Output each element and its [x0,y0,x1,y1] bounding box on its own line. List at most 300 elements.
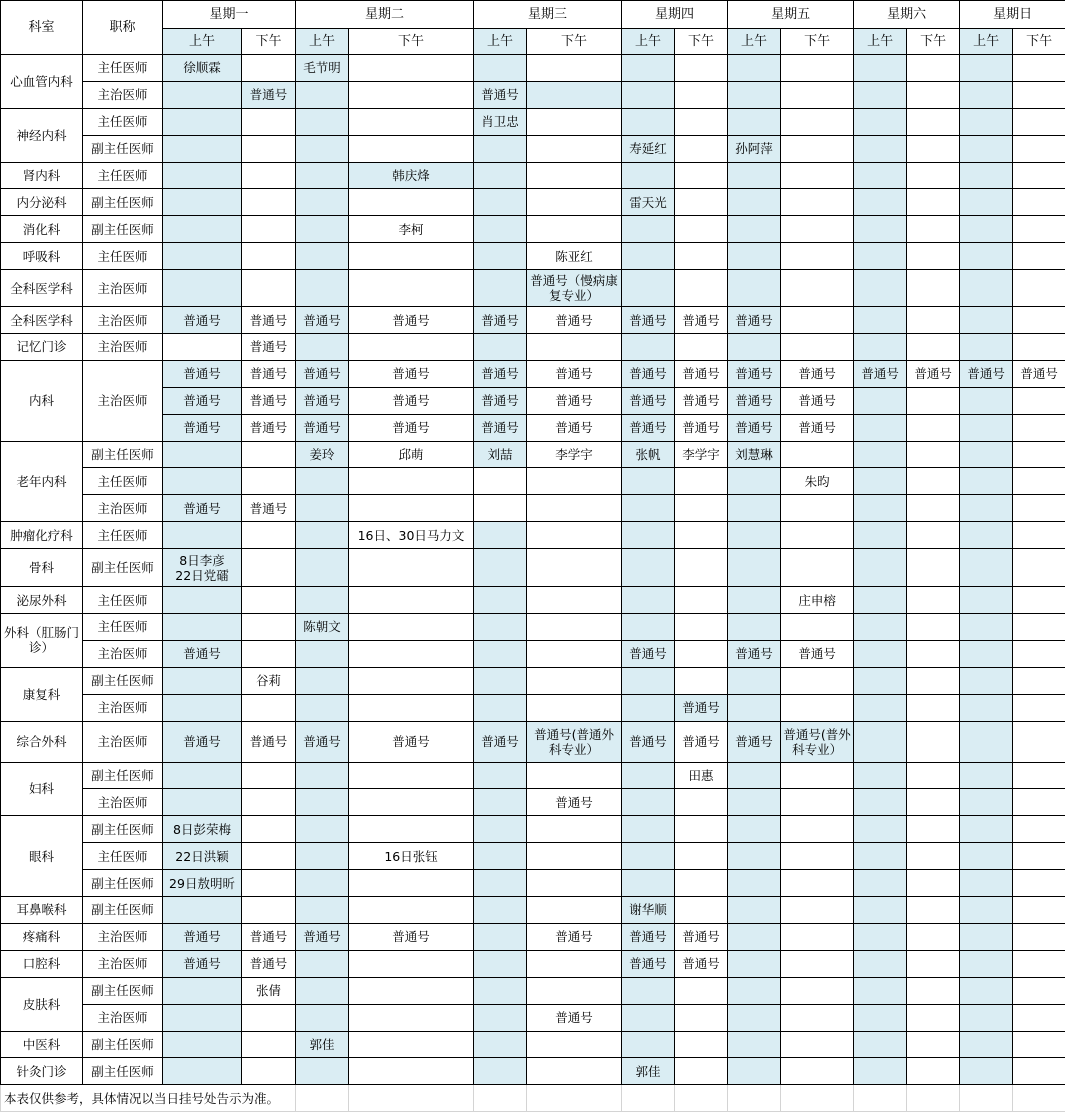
schedule-cell-empty [474,189,527,216]
schedule-cell-empty [242,135,296,162]
schedule-cell: 普通号 [1013,360,1065,387]
schedule-cell-empty [960,307,1013,334]
department-name: 全科医学科 [1,270,83,307]
footer-empty-cell [474,1085,527,1112]
schedule-cell: 普通号 [854,360,907,387]
schedule-row [1,307,1065,334]
schedule-cell-empty [474,977,527,1004]
schedule-cell-empty [1013,816,1065,843]
schedule-cell-empty [854,162,907,189]
schedule-cell: 普通号 [622,923,675,950]
schedule-cell-empty [622,870,675,897]
schedule-cell: 普通号 [622,387,675,414]
schedule-row [1,216,1065,243]
schedule-cell-empty [242,162,296,189]
doctor-title: 副主任医师 [83,189,163,216]
schedule-cell: 普通号 [907,360,960,387]
schedule-row [1,270,1065,307]
schedule-cell-empty [349,243,474,270]
schedule-cell-empty [781,81,854,108]
schedule-cell-empty [527,334,622,361]
schedule-cell-empty [854,897,907,924]
schedule-cell-empty [163,614,242,641]
schedule-cell: 普通号 [474,721,527,762]
schedule-cell-empty [728,762,781,789]
schedule-cell: 普通号 [242,495,296,522]
schedule-cell-empty [960,522,1013,549]
schedule-cell-empty [349,55,474,82]
schedule-cell-empty [1013,441,1065,468]
schedule-cell-empty [907,135,960,162]
department-name: 消化科 [1,216,83,243]
schedule-cell: 普通号 [960,360,1013,387]
schedule-cell-empty [242,843,296,870]
schedule-cell-empty [622,614,675,641]
schedule-cell-empty [781,441,854,468]
schedule-cell-empty [527,135,622,162]
schedule-cell-empty [296,270,349,307]
department-name: 呼吸科 [1,243,83,270]
schedule-cell: 普通号 [349,721,474,762]
schedule-cell-empty [728,950,781,977]
schedule-cell-empty [242,870,296,897]
schedule-cell-empty [728,1004,781,1031]
schedule-cell-empty [527,55,622,82]
doctor-title: 副主任医师 [83,441,163,468]
schedule-cell-empty [728,694,781,721]
schedule-row [1,762,1065,789]
schedule-row [1,977,1065,1004]
schedule-cell: 普通号 [296,721,349,762]
schedule-cell-empty [781,1058,854,1085]
department-name: 眼科 [1,816,83,897]
schedule-cell: 普通号 [242,923,296,950]
schedule-cell-empty [675,843,728,870]
schedule-cell-empty [675,614,728,641]
schedule-cell-empty [781,977,854,1004]
schedule-cell-empty [349,495,474,522]
schedule-cell-empty [1013,162,1065,189]
schedule-cell-empty [907,1004,960,1031]
schedule-cell-empty [296,870,349,897]
schedule-cell: 普通号 [675,923,728,950]
doctor-title: 主治医师 [83,1004,163,1031]
doctor-title: 主任医师 [83,243,163,270]
schedule-cell: 李柯 [349,216,474,243]
schedule-cell-empty [474,667,527,694]
schedule-cell-empty [622,55,675,82]
schedule-cell: 普通号 [527,387,622,414]
footer-empty-cell [781,1085,854,1112]
schedule-cell: 普通号 [474,387,527,414]
schedule-cell-empty [1013,977,1065,1004]
schedule-cell-empty [474,587,527,614]
schedule-row [1,587,1065,614]
schedule-cell-empty [781,307,854,334]
schedule-cell-empty [728,81,781,108]
schedule-cell-empty [781,55,854,82]
schedule-cell-empty [163,270,242,307]
schedule-cell-empty [349,977,474,1004]
schedule-cell-empty [960,587,1013,614]
schedule-cell: 普通号 [527,1004,622,1031]
doctor-title: 副主任医师 [83,667,163,694]
schedule-cell-empty [960,108,1013,135]
schedule-cell-empty [907,468,960,495]
schedule-cell: 郭佳 [296,1031,349,1058]
schedule-cell-empty [960,81,1013,108]
department-name: 针灸门诊 [1,1058,83,1085]
schedule-cell: 普通号 [242,387,296,414]
schedule-cell-empty [907,762,960,789]
schedule-cell-empty [781,667,854,694]
schedule-cell-empty [296,694,349,721]
doctor-title: 副主任医师 [83,897,163,924]
schedule-cell-empty [622,587,675,614]
schedule-cell: 普通号 [163,950,242,977]
schedule-cell-empty [907,441,960,468]
schedule-cell-empty [854,495,907,522]
schedule-cell-empty [728,189,781,216]
schedule-cell-empty [527,694,622,721]
schedule-cell-empty [907,387,960,414]
schedule-cell-empty [960,549,1013,587]
schedule-cell-empty [781,762,854,789]
schedule-cell: 8日彭荣梅 [163,816,242,843]
schedule-cell: 普通号 [527,923,622,950]
schedule-cell-empty [349,816,474,843]
schedule-cell-empty [296,334,349,361]
schedule-cell-empty [960,950,1013,977]
schedule-cell: 庄申榕 [781,587,854,614]
schedule-cell-empty [907,270,960,307]
department-name: 康复科 [1,667,83,721]
doctor-title: 副主任医师 [83,549,163,587]
schedule-cell-empty [907,495,960,522]
schedule-cell-empty [296,1058,349,1085]
schedule-cell: 普通号 [622,640,675,667]
department-name: 肾内科 [1,162,83,189]
doctor-title: 副主任医师 [83,1031,163,1058]
schedule-cell-empty [960,1058,1013,1085]
schedule-cell: 普通号 [474,81,527,108]
schedule-cell-empty [296,216,349,243]
doctor-title: 主治医师 [83,721,163,762]
schedule-cell-empty [163,468,242,495]
schedule-cell-empty [907,789,960,816]
schedule-cell-empty [675,189,728,216]
schedule-cell-empty [728,897,781,924]
schedule-cell-empty [960,216,1013,243]
doctor-title: 主任医师 [83,55,163,82]
schedule-cell-empty [854,216,907,243]
schedule-cell-empty [242,216,296,243]
schedule-cell-empty [349,587,474,614]
schedule-cell: 陈亚红 [527,243,622,270]
schedule-cell-empty [474,816,527,843]
schedule-cell-empty [854,334,907,361]
schedule-cell-empty [675,977,728,1004]
schedule-row [1,816,1065,843]
schedule-cell-empty [163,667,242,694]
schedule-cell: 普通号 [296,387,349,414]
schedule-cell-empty [854,640,907,667]
schedule-cell-empty [242,1004,296,1031]
doctor-title: 副主任医师 [83,1058,163,1085]
schedule-cell: 普通号 [163,414,242,441]
schedule-cell-empty [527,495,622,522]
schedule-cell-empty [907,243,960,270]
schedule-cell-empty [349,270,474,307]
schedule-cell-empty [728,843,781,870]
header-day: 星期五 [728,1,854,29]
schedule-cell-empty [907,721,960,762]
schedule-cell: 普通号 [675,360,728,387]
schedule-row [1,870,1065,897]
schedule-cell-empty [960,162,1013,189]
footer-row [1,1085,1065,1112]
schedule-row [1,243,1065,270]
department-name: 内科 [1,360,83,441]
schedule-cell-empty [907,667,960,694]
doctor-title: 主任医师 [83,587,163,614]
schedule-cell-empty [474,694,527,721]
schedule-cell-empty [728,614,781,641]
footer-empty-cell [622,1085,675,1112]
schedule-cell-empty [781,495,854,522]
schedule-cell-empty [296,843,349,870]
schedule-cell-empty [907,307,960,334]
schedule-cell-empty [675,522,728,549]
schedule-cell-empty [296,667,349,694]
schedule-cell-empty [349,135,474,162]
schedule-cell-empty [242,897,296,924]
schedule-cell-empty [1013,270,1065,307]
schedule-cell-empty [474,162,527,189]
schedule-cell-empty [474,216,527,243]
schedule-cell-empty [781,950,854,977]
schedule-row [1,897,1065,924]
schedule-cell-empty [296,468,349,495]
schedule-cell-empty [907,897,960,924]
schedule-cell-empty [781,216,854,243]
schedule-cell-empty [781,522,854,549]
schedule-cell-empty [907,977,960,1004]
schedule-cell-empty [527,640,622,667]
doctor-title: 主任医师 [83,843,163,870]
schedule-cell-empty [675,897,728,924]
schedule-cell-empty [1013,897,1065,924]
schedule-cell-empty [1013,667,1065,694]
schedule-cell-empty [474,522,527,549]
schedule-cell-empty [960,243,1013,270]
schedule-cell-empty [960,843,1013,870]
schedule-cell-empty [527,81,622,108]
schedule-row [1,1004,1065,1031]
schedule-cell-empty [1013,694,1065,721]
schedule-cell-empty [296,243,349,270]
schedule-cell: 田惠 [675,762,728,789]
footer-empty-cell [960,1085,1013,1112]
doctor-title: 主治医师 [83,360,163,441]
schedule-cell: 普通号 [163,923,242,950]
schedule-cell-empty [349,549,474,587]
schedule-cell-empty [960,441,1013,468]
schedule-cell-empty [474,270,527,307]
schedule-cell-empty [296,162,349,189]
schedule-cell: 普通号 [781,387,854,414]
schedule-cell-empty [622,162,675,189]
schedule-cell: 普通号 [163,307,242,334]
schedule-cell-empty [781,816,854,843]
schedule-cell-empty [296,762,349,789]
department-name: 骨科 [1,549,83,587]
footer-empty-cell [675,1085,728,1112]
schedule-cell-empty [960,897,1013,924]
schedule-cell-empty [854,307,907,334]
schedule-cell-empty [474,923,527,950]
schedule-cell-empty [1013,762,1065,789]
schedule-cell: 普通号 [242,307,296,334]
schedule-cell-empty [960,762,1013,789]
schedule-cell-empty [1013,843,1065,870]
schedule-cell-empty [474,468,527,495]
schedule-cell-empty [781,843,854,870]
schedule-cell-empty [1013,189,1065,216]
schedule-cell-empty [349,614,474,641]
schedule-cell: 普通号 [163,387,242,414]
schedule-cell-empty [349,667,474,694]
schedule-cell-empty [854,789,907,816]
schedule-cell-empty [474,843,527,870]
schedule-cell: 8日李彦 22日党礌 [163,549,242,587]
schedule-cell: 普通号 [349,307,474,334]
schedule-cell-empty [622,270,675,307]
schedule-row [1,55,1065,82]
schedule-cell: 普通号 [474,307,527,334]
schedule-cell-empty [527,162,622,189]
schedule-cell-empty [728,587,781,614]
schedule-cell-empty [622,334,675,361]
footer-empty-cell [907,1085,960,1112]
schedule-cell: 普通号 [675,694,728,721]
schedule-cell-empty [296,789,349,816]
schedule-cell: 普通号 [728,414,781,441]
schedule-cell-empty [907,81,960,108]
schedule-cell-empty [242,1031,296,1058]
schedule-cell-empty [622,468,675,495]
schedule-cell-empty [1013,614,1065,641]
schedule-cell: 孙阿萍 [728,135,781,162]
schedule-cell-empty [622,789,675,816]
schedule-cell-empty [781,789,854,816]
schedule-cell-empty [349,189,474,216]
doctor-title: 主治医师 [83,81,163,108]
schedule-cell-empty [349,468,474,495]
schedule-cell-empty [163,108,242,135]
schedule-cell-empty [474,870,527,897]
schedule-cell-empty [781,1031,854,1058]
doctor-title: 副主任医师 [83,135,163,162]
schedule-cell-empty [960,640,1013,667]
schedule-cell-empty [907,189,960,216]
schedule-cell-empty [1013,549,1065,587]
schedule-cell-empty [349,1058,474,1085]
schedule-cell-empty [1013,522,1065,549]
schedule-cell: 普通号 [474,414,527,441]
schedule-cell-empty [675,816,728,843]
schedule-cell-empty [242,108,296,135]
schedule-cell-empty [675,1004,728,1031]
schedule-cell: 普通号 [622,360,675,387]
schedule-cell-empty [242,1058,296,1085]
header-am: 上午 [960,29,1013,55]
schedule-cell-empty [527,108,622,135]
schedule-cell-empty [854,55,907,82]
schedule-cell: 普通号 [349,360,474,387]
schedule-cell-empty [242,522,296,549]
schedule-cell-empty [349,789,474,816]
schedule-cell-empty [907,694,960,721]
schedule-cell-empty [296,81,349,108]
schedule-cell-empty [242,587,296,614]
schedule-cell: 刘喆 [474,441,527,468]
schedule-cell-empty [1013,1004,1065,1031]
schedule-cell-empty [907,640,960,667]
schedule-cell: 普通号 [163,721,242,762]
schedule-cell-empty [527,216,622,243]
schedule-cell-empty [1013,950,1065,977]
schedule-cell: 普通号 [622,721,675,762]
schedule-cell-empty [781,870,854,897]
schedule-cell-empty [907,334,960,361]
schedule-cell: 普通号 [728,307,781,334]
schedule-cell-empty [675,587,728,614]
schedule-row [1,468,1065,495]
schedule-cell-empty [622,549,675,587]
schedule-cell-empty [728,55,781,82]
schedule-cell-empty [907,414,960,441]
schedule-cell-empty [296,897,349,924]
header-pm: 下午 [349,29,474,55]
schedule-cell-empty [907,587,960,614]
schedule-cell: 16日张钰 [349,843,474,870]
schedule-cell-empty [728,334,781,361]
schedule-cell: 肖卫忠 [474,108,527,135]
schedule-cell-empty [960,923,1013,950]
schedule-cell-empty [163,81,242,108]
schedule-cell: 刘慧琳 [728,441,781,468]
schedule-cell-empty [163,441,242,468]
schedule-cell-empty [527,977,622,1004]
schedule-row [1,667,1065,694]
doctor-title: 副主任医师 [83,977,163,1004]
department-name: 口腔科 [1,950,83,977]
schedule-cell-empty [527,1031,622,1058]
schedule-cell-empty [242,55,296,82]
schedule-cell-empty [1013,108,1065,135]
schedule-cell-empty [728,923,781,950]
footer-empty-cell [527,1085,622,1112]
schedule-cell-empty [675,667,728,694]
schedule-row [1,721,1065,762]
header-am: 上午 [474,29,527,55]
schedule-row [1,923,1065,950]
header-am: 上午 [854,29,907,55]
department-name: 综合外科 [1,721,83,762]
schedule-cell-empty [675,55,728,82]
schedule-cell-empty [622,522,675,549]
